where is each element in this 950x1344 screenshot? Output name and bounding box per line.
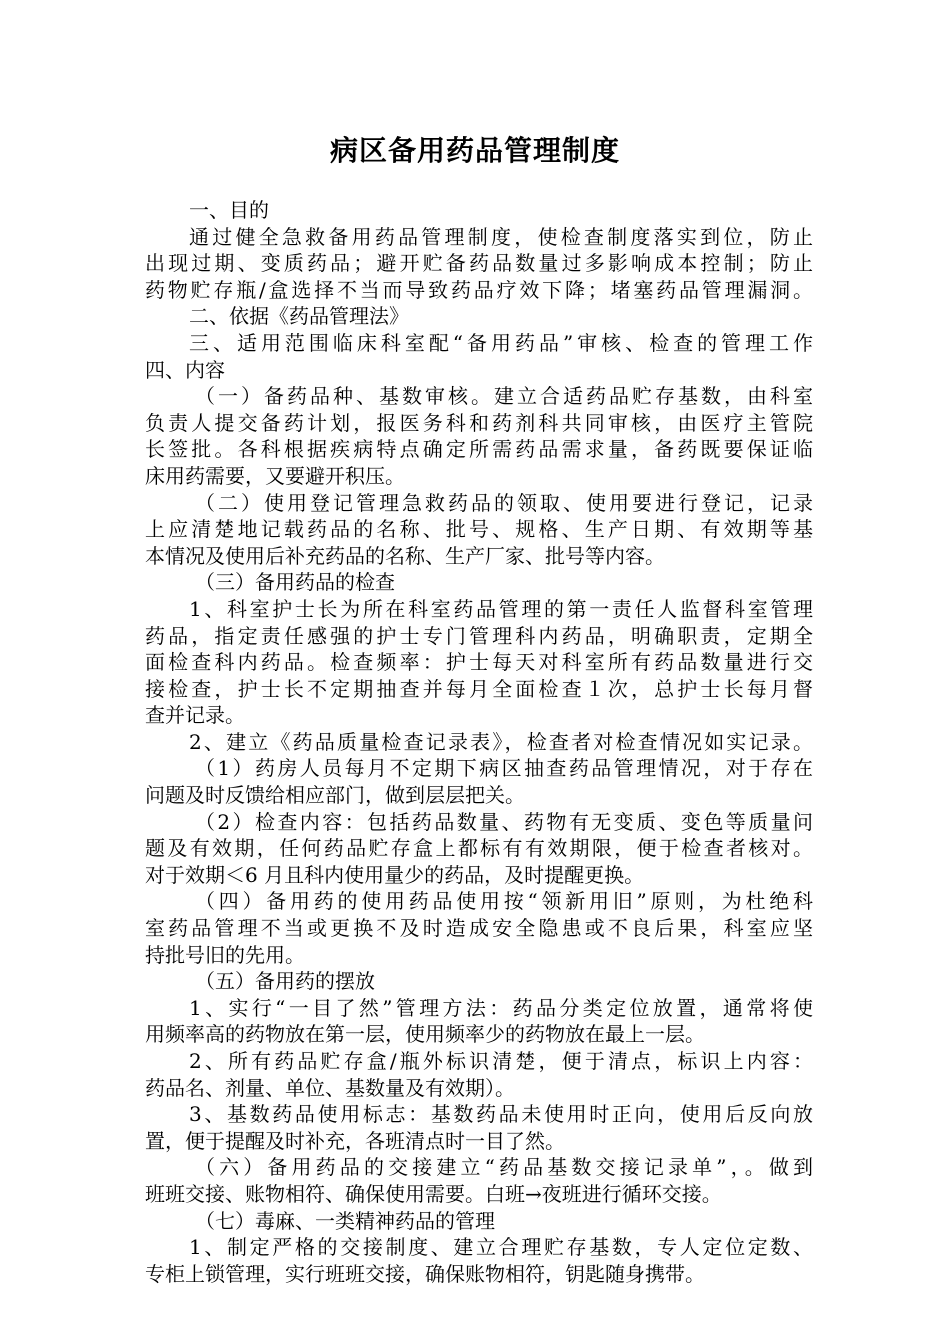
document-title: 病区备用药品管理制度 [329, 134, 620, 167]
paragraph-line: 2、所有药品贮存盒/瓶外标识清楚，便于清点，标识上内容： [189, 1049, 813, 1073]
paragraph-line: （三）备用药品的检查 [195, 570, 395, 595]
paragraph-line: 用频率高的药物放在第一层，使用频率少的药物放在最上一层。 [145, 1022, 705, 1047]
paragraph-line: 三、适用范围临床科室配“备用药品”审核、检查的管理工作 [189, 330, 813, 355]
paragraph-line: 本情况及使用后补充药品的名称、生产厂家、批号等内容。 [145, 543, 665, 568]
paragraph-line: 问题及时反馈给相应部门，做到层层把关。 [145, 783, 525, 808]
paragraph-line: 长签批。各科根据疾病特点确定所需药品需求量，备药既要保证临 [145, 437, 813, 462]
paragraph-line: （六）备用药品的交接建立“药品基数交接记录单”，。做到 [195, 1155, 813, 1180]
paragraph-line: 2、建立《药品质量检查记录表》，检查者对检查情况如实记录。 [189, 729, 813, 754]
paragraph-line: 3、基数药品使用标志：基数药品未使用时正向，使用后反向放 [189, 1102, 813, 1127]
paragraph-line: 室药品管理不当或更换不及时造成安全隐患或不良后果，科室应坚 [145, 916, 813, 941]
paragraph-line: 负责人提交备药计划，报医务科和药剂科共同审核，由医疗主管院 [145, 410, 813, 435]
paragraph-line: （2）检查内容：包括药品数量、药物有无变质、变色等质量问 [195, 809, 813, 834]
paragraph-line: （四）备用药的使用药品使用按“领新用旧”原则，为杜绝科 [195, 889, 813, 914]
paragraph-line: 置，便于提醒及时补充，各班清点时一目了然。 [145, 1128, 565, 1153]
paragraph-line: 1、实行“一目了然”管理方法：药品分类定位放置，通常将使 [189, 995, 813, 1020]
paragraph-line: 1、科室护士长为所在科室药品管理的第一责任人监督科室管理 [189, 596, 813, 621]
paragraph-line: 查并记录。 [145, 703, 245, 728]
paragraph-line: 药品名、剂量、单位、基数量及有效期）。 [145, 1075, 515, 1100]
paragraph-line: 1、制定严格的交接制度、建立合理贮存基数，专人定位定数、 [189, 1235, 813, 1260]
paragraph-line: （五）备用药的摆放 [195, 969, 375, 994]
paragraph-line: 药物贮存瓶/盒选择不当而导致药品疗效下降；堵塞药品管理漏洞。 [145, 277, 813, 302]
paragraph-line: 面检查科内药品。检查频率：护士每天对科室所有药品数量进行交 [145, 650, 813, 675]
paragraph-line: 班班交接、账物相符、确保使用需要。白班→夜班进行循环交接。 [145, 1181, 722, 1206]
paragraph-line: （七）毒麻、一类精神药品的管理 [195, 1208, 495, 1233]
paragraph-line: 上应清楚地记载药品的名称、批号、规格、生产日期、有效期等基 [145, 517, 813, 542]
paragraph-line: 专柜上锁管理，实行班班交接，确保账物相符，钥匙随身携带。 [145, 1261, 705, 1286]
paragraph-line: （1）药房人员每月不定期下病区抽查药品管理情况，对于存在 [195, 756, 813, 781]
paragraph-line: （二）使用登记管理急救药品的领取、使用要进行登记，记录 [195, 490, 813, 515]
paragraph-line: 一、目的 [189, 198, 269, 222]
paragraph-line: 持批号旧的先用。 [145, 942, 305, 967]
paragraph-line: 药品，指定责任感强的护士专门管理科内药品，明确职责，定期全 [145, 623, 813, 648]
paragraph-line: 四、内容 [145, 357, 225, 382]
paragraph-line: 床用药需要，又要避开积压。 [145, 463, 405, 488]
document-body [145, 197, 813, 1287]
paragraph-line: 二、依据《药品管理法》 [189, 304, 409, 329]
paragraph-line: 题及有效期，任何药品贮存盒上都标有有效期限，便于检查者核对。 [145, 836, 813, 861]
paragraph-line: 出现过期、变质药品；避开贮备药品数量过多影响成本控制；防止 [145, 251, 813, 276]
paragraph-line: 通过健全急救备用药品管理制度，使检查制度落实到位，防止 [189, 224, 813, 249]
paragraph-line: （一）备药品种、基数审核。建立合适药品贮存基数，由科室 [195, 384, 813, 409]
paragraph-line: 接检查，护士长不定期抽查并每月全面检查１次，总护士长每月督 [145, 676, 813, 701]
paragraph-line: 对于效期＜6 月且科内使用量少的药品，及时提醒更换。 [145, 862, 645, 887]
